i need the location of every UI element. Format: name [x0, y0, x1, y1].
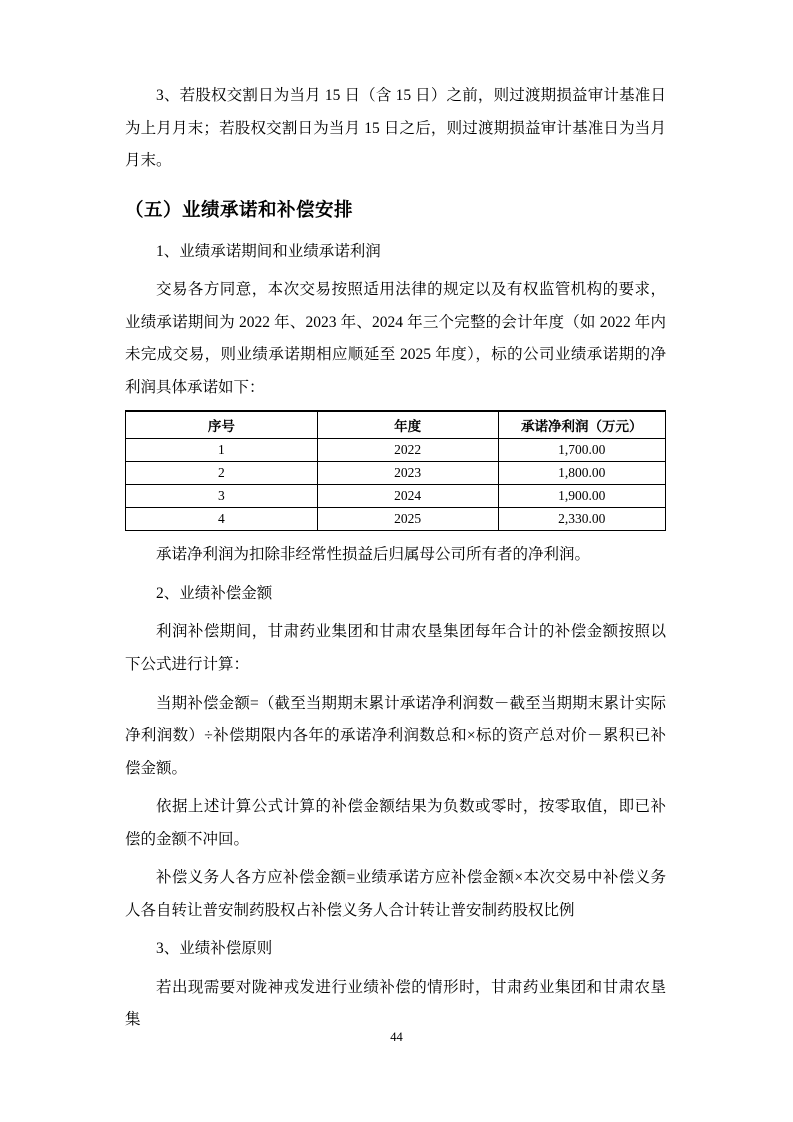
cell-year: 2022	[317, 439, 498, 462]
paragraph-delivery-date-rule: 3、若股权交割日为当月 15 日（含 15 日）之前，则过渡期损益审计基准日为上月月末；若股权交割日为当月 15 日之后，则过渡期损益审计基准日为当月月末。	[125, 87, 666, 170]
subsection-1-title: 1、业绩承诺期间和业绩承诺利润	[156, 242, 381, 260]
paragraph-obligor-formula: 补偿义务人各方应补偿金额=业绩承诺方应补偿金额×本次交易中补偿义务人各自转让普安制药股权占补偿义务人合计转让普安制药股权比例	[125, 869, 666, 919]
cell-year: 2025	[317, 508, 498, 531]
page-number: 44	[390, 1030, 403, 1044]
paragraph-commitment-period: 交易各方同意，本次交易按照适用法律的规定以及有权监管机构的要求，业绩承诺期间为 2022 年、2023 年、2024 年三个完整的会计年度（如 2022 年内未完成交易，则业绩承诺期相应顺延至 2025 年度），标的公司业绩承诺期的净利润具体承诺如下：	[125, 281, 666, 396]
subsection-2-title: 2、业绩补偿金额	[156, 584, 273, 602]
cell-profit: 1,900.00	[498, 485, 665, 508]
table-header-year: 年度	[317, 411, 498, 439]
commitment-profit-table	[125, 410, 666, 531]
table-header-index: 序号	[126, 411, 318, 439]
paragraph-compensation-formula: 当期补偿金额=（截至当期期末累计承诺净利润数－截至当期期末累计实际净利润数）÷补偿期限内各年的承诺净利润数总和×标的资产总对价－累积已补偿金额。	[125, 694, 666, 777]
table-header-row	[126, 411, 666, 439]
paragraph-profit-definition: 承诺净利润为扣除非经常性损益后归属母公司所有者的净利润。	[156, 546, 591, 564]
document-page	[125, 80, 666, 1043]
paragraph-compensation-intro: 利润补偿期间，甘肃药业集团和甘肃农垦集团每年合计的补偿金额按照以下公式进行计算：	[125, 623, 666, 674]
paragraph-compensation-principle: 若出现需要对陇神戎发进行业绩补偿的情形时，甘肃药业集团和甘肃农垦集	[125, 978, 666, 1029]
cell-index: 4	[126, 508, 318, 531]
cell-index: 3	[126, 485, 318, 508]
table-row	[126, 508, 666, 531]
cell-index: 2	[126, 462, 318, 485]
table-row	[126, 439, 666, 462]
cell-profit: 1,700.00	[498, 439, 665, 462]
table-header-profit: 承诺净利润（万元）	[498, 411, 665, 439]
paragraph-zero-rule: 依据上述计算公式计算的补偿金额结果为负数或零时，按零取值，即已补偿的金额不冲回。	[125, 798, 666, 848]
subsection-3-title: 3、业绩补偿原则	[156, 940, 273, 958]
section-heading-five: （五）业绩承诺和补偿安排	[125, 198, 354, 220]
cell-index: 1	[126, 439, 318, 462]
cell-year: 2023	[317, 462, 498, 485]
cell-year: 2024	[317, 485, 498, 508]
cell-profit: 1,800.00	[498, 462, 665, 485]
table-row	[126, 485, 666, 508]
cell-profit: 2,330.00	[498, 508, 665, 531]
table-row	[126, 462, 666, 485]
